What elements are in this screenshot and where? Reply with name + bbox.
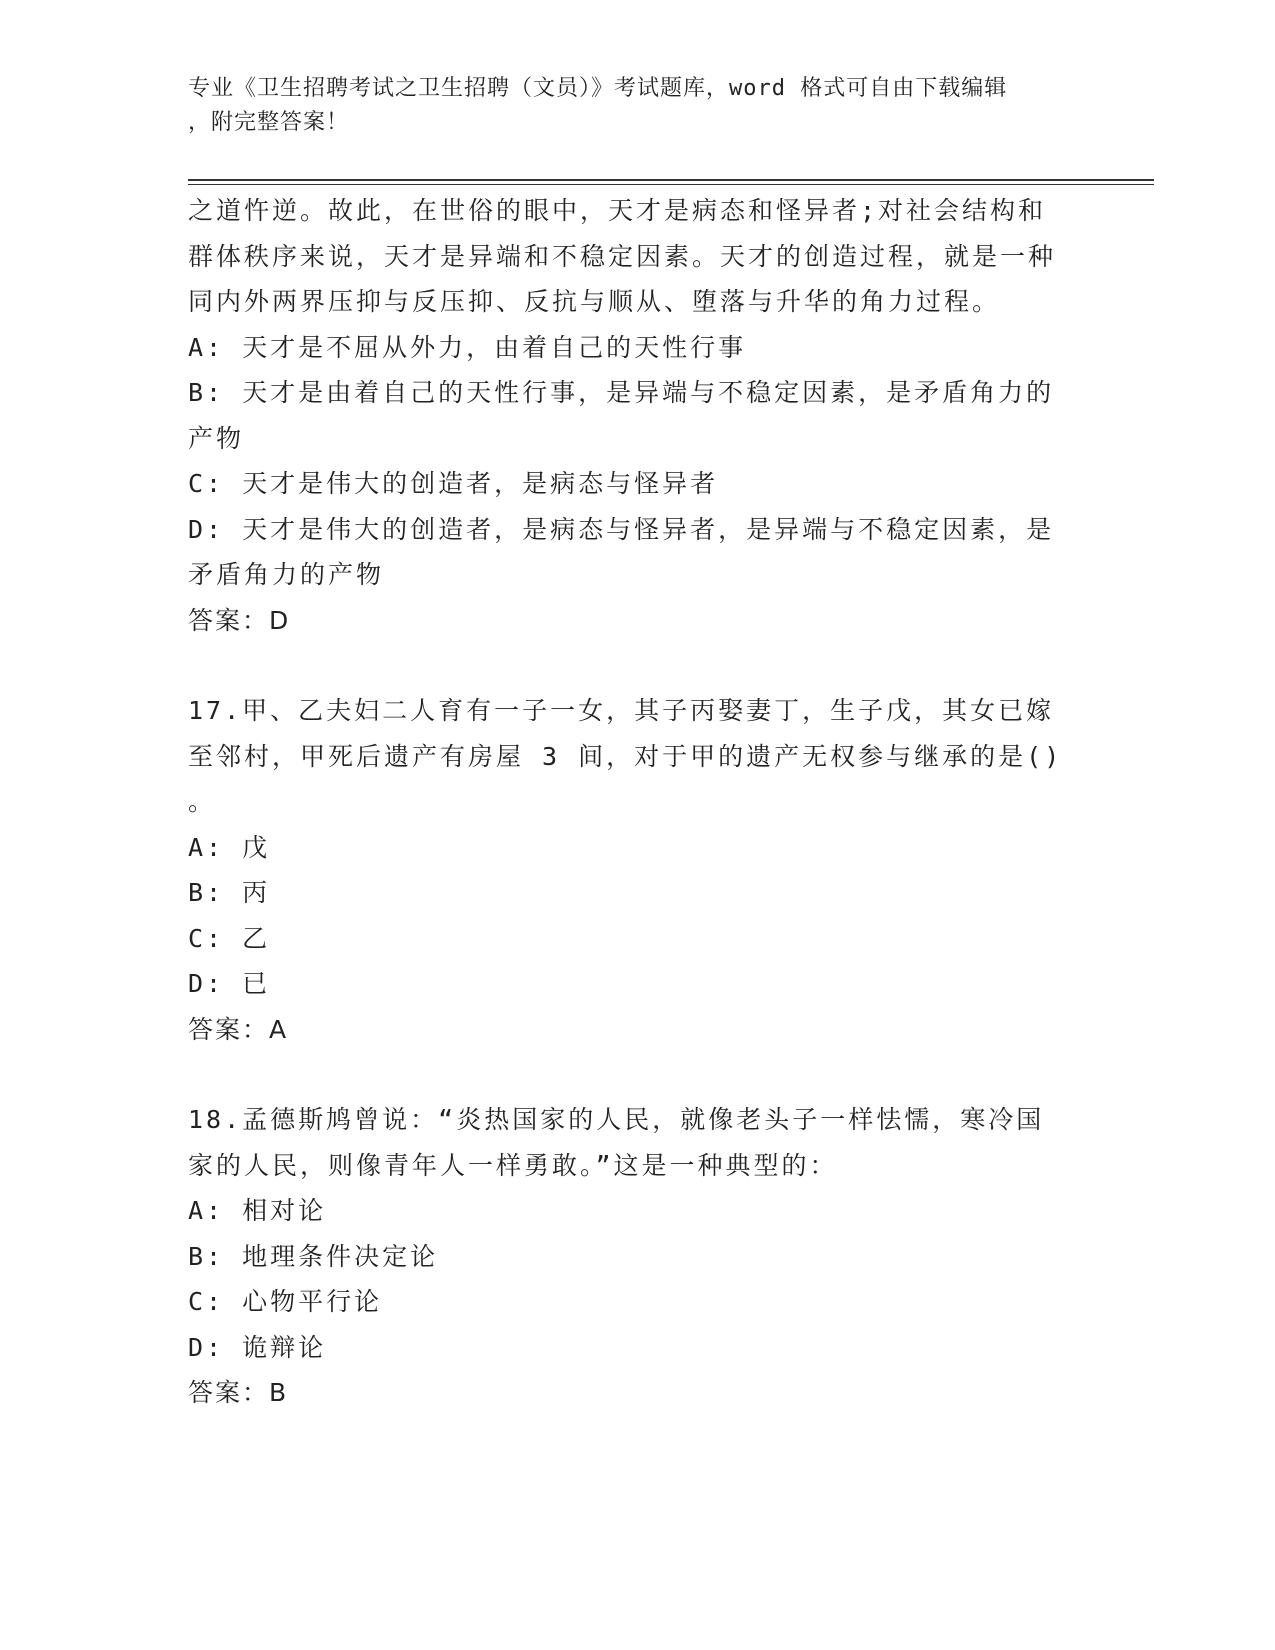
question-18-answer: 答案：B xyxy=(188,1378,289,1407)
header-line-1: 专业《卫生招聘考试之卫生招聘（文员）》考试题库，word 格式可自由下载编辑 xyxy=(188,76,1008,101)
header-line-2: ，附完整答案！ xyxy=(188,110,350,135)
document-body xyxy=(188,188,1068,1416)
question-18-option-a: A: 相对论 xyxy=(188,1196,327,1225)
header-rule-thick xyxy=(188,179,1154,181)
document-header xyxy=(188,72,1088,140)
question-18-option-d: D: 诡辩论 xyxy=(188,1332,327,1362)
question-17-option-a: A: 戊 xyxy=(188,832,271,862)
question-18-option-b: B: 地理条件决定论 xyxy=(188,1241,439,1271)
question-18-text: 18.孟德斯鸠曾说：“炎热国家的人民，就像老头子一样怯懦，寒冷国家的人民，则像青年人一样勇敢。”这是一种典型的： xyxy=(188,1105,1045,1180)
question-18 xyxy=(188,1097,1068,1416)
question-17-answer: 答案：A xyxy=(188,1014,289,1044)
question-17-option-c: C: 乙 xyxy=(188,923,271,953)
question-17 xyxy=(188,688,1068,1052)
header-rule-thin xyxy=(188,184,1154,185)
question-16-option-b: B: 天才是由着自己的天性行事，是异端与不稳定因素，是矛盾角力的产物 xyxy=(188,378,1055,453)
question-18-option-c: C: 心物平行论 xyxy=(188,1287,383,1316)
question-16-option-d: D: 天才是伟大的创造者，是病态与怪异者，是异端与不稳定因素，是矛盾角力的产物 xyxy=(188,514,1055,589)
question-16-option-c: C: 天才是伟大的创造者，是病态与怪异者 xyxy=(188,469,719,498)
question-17-option-d: D: 已 xyxy=(188,969,271,998)
question-16-answer: 答案：D xyxy=(188,605,291,635)
question-16-text: 之道忤逆。故此，在世俗的眼中，天才是病态和怪异者;对社会结构和群体秩序来说，天才是异端和不稳定因素。天才的创造过程，就是一种同内外两界压抑与反压抑、反抗与顺从、堕落与升华的角力过程。 xyxy=(188,196,1057,316)
question-17-text: 17.甲、乙夫妇二人育有一子一女，其子丙娶妻丁，生子戊，其女已嫁至邻村，甲死后遗产有房屋 3 间，对于甲的遗产无权参与继承的是() xyxy=(188,696,1063,771)
question-17-option-b: B: 丙 xyxy=(188,878,271,907)
question-16 xyxy=(188,188,1068,643)
question-16-option-a: A: 天才是不屈从外力，由着自己的天性行事 xyxy=(188,332,747,362)
question-17-text-end: 。 xyxy=(188,787,217,816)
